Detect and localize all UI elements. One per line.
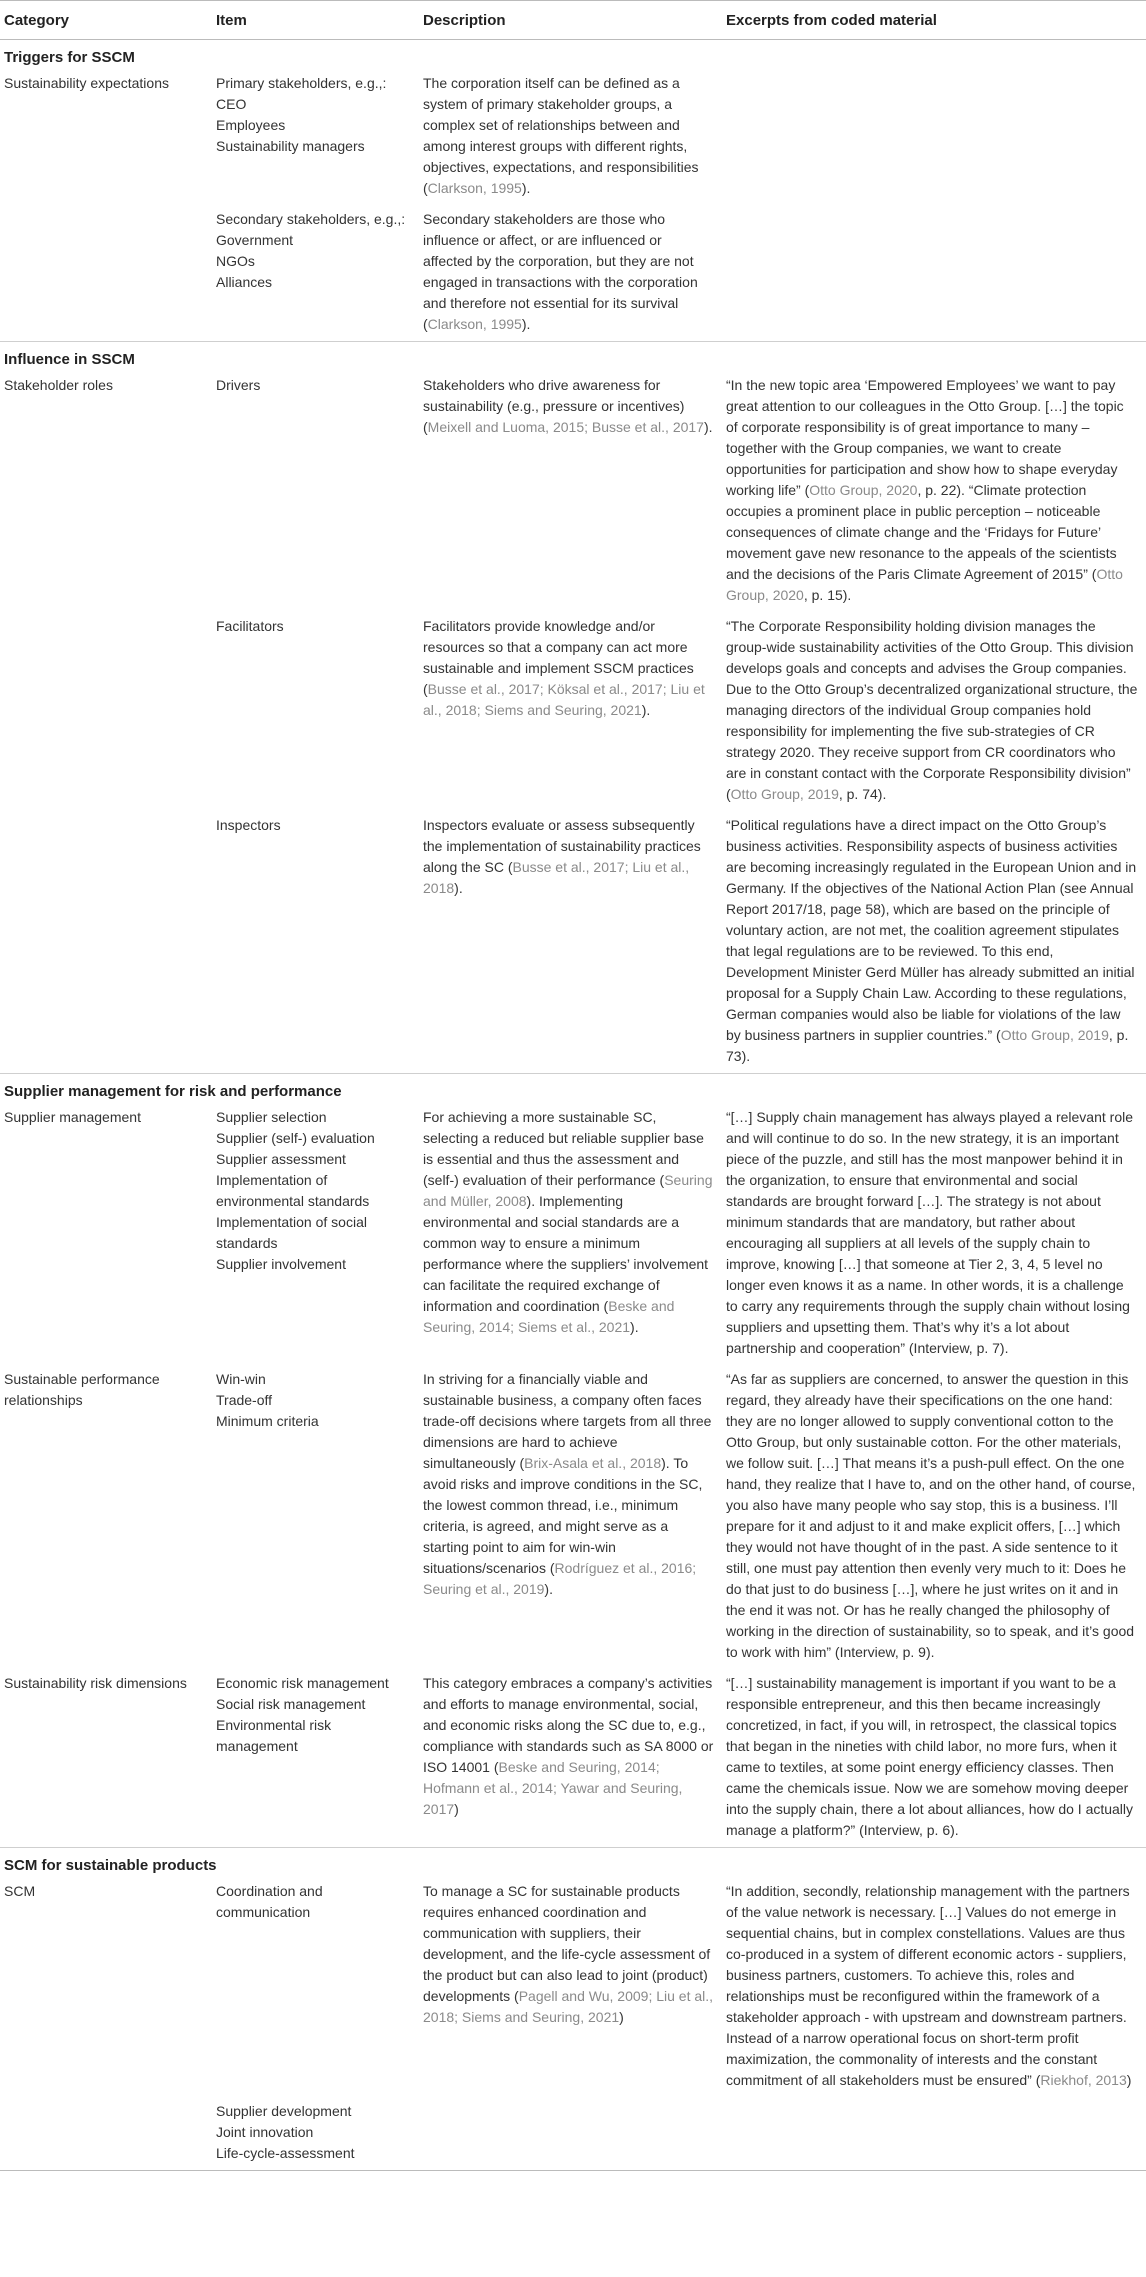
header-excerpts: Excerpts from coded material [722,1,1146,40]
item-line: Environmental risk management [216,1717,332,1754]
header-item: Item [212,1,419,40]
citation: Meixell and Luoma, 2015; Busse et al., 2017 [427,419,704,435]
header-description: Description [419,1,722,40]
cell-item [212,371,419,612]
citation: Seuring and Müller, 2008 [423,1172,713,1209]
section-title: Supplier management for risk and performance [0,1074,1146,1104]
cell-description [419,371,722,612]
cell-category: SCM [4,1883,36,1899]
item-line: Trade-off [216,1392,273,1408]
cell-excerpt [722,69,1146,205]
cell-item [212,205,419,342]
table-row [0,1365,1146,1669]
citation: Clarkson, 1995 [427,316,522,332]
text-run: “As far as suppliers are concerned, to answer the question in this regard, they already have their specifications on the one hand: they are no longer allowed to supply conventional cotton to the Otto Group, but only sustainable cotton. For the other materials, we follow suit. […] That means it’s a push-pull effect. On the one hand, they realize that I have to, and on the other hand, of course, you also have many people who say stop, this is a business. I’ll prepare for it and adjust to it and make explicit offers, […] which they would not have thought of in the past. A side sentence to it still, one must pay attention then evenly very much to it: Does he do that just to do business […], where he just writes on it and in the end it was not. Or has he really changed the philosophy of working in the direction of sustainability, so to speak, and it’s good to work with him” (Interview, p. 9). [726,1371,1136,1660]
section-header-row [0,1848,1146,1878]
text-run: In striving for a financially viable and sustainable business, a company often faces trade-off decisions where targets from all three dimensions are hard to achieve simultaneously ( [423,1371,712,1471]
item-line: Implementation of environmental standards [216,1172,370,1209]
cell-description [419,2097,722,2171]
citation: Clarkson, 1995 [427,180,522,196]
table-row [0,1103,1146,1365]
cell-item [212,1669,419,1848]
text-run: , p. 74). [838,786,887,802]
cell-category: Stakeholder roles [4,377,113,393]
citation: Beske and Seuring, 2014; Hofmann et al., 2014; Yawar and Seuring, 2017 [423,1759,683,1817]
citation: Riekhof, 2013 [1040,2072,1127,2088]
cell-description [419,811,722,1074]
text-run: For achieving a more sustainable SC, selecting a reduced but reliable supplier base is essential and thus the assessment and (self-) evaluation of their performance ( [423,1109,704,1188]
table-row [0,612,1146,811]
item-line: Secondary stakeholders, e.g.,: [216,211,406,227]
text-run: ). [641,702,651,718]
cell-excerpt [722,1877,1146,2097]
section-header-row [0,342,1146,372]
item-line: CEO [216,96,247,112]
text-run: ). [544,1581,553,1597]
text-run: ). [454,880,463,896]
header-category: Category [0,1,212,40]
cell-description [419,205,722,342]
cell-item [212,811,419,1074]
text-run: ) [454,1801,459,1817]
text-run: ). Implementing environmental and social standards are a common way to ensure a minimum performance where the suppliers’ involvement can facilitate the required exchange of information and coordination ( [423,1193,709,1314]
item-line: Primary stakeholders, e.g.,: [216,75,387,91]
cell-item [212,1877,419,2097]
citation: Otto Group, 2020 [726,566,1123,603]
item-line: Employees [216,117,286,133]
text-run: ) [1126,2072,1132,2088]
table-body [0,40,1146,2171]
section-title: SCM for sustainable products [0,1848,1146,1878]
cell-category: Sustainability risk dimensions [4,1675,187,1691]
table-row [0,2097,1146,2171]
cell-excerpt [722,1103,1146,1365]
item-line: Joint innovation [216,2124,314,2140]
citation: Brix-Asala et al., 2018 [524,1455,662,1471]
text-run: Stakeholders who drive awareness for sustainability (e.g., pressure or incentives) ( [423,377,685,435]
table-row [0,1877,1146,2097]
text-run: This category embraces a company’s activities and efforts to manage environmental, social, and economic risks along the SC due to, e.g., compliance with standards such as SA 8000 or ISO 14001 ( [423,1675,714,1775]
text-run: Inspectors evaluate or assess subsequently the implementation of sustainability practices along the SC ( [423,817,701,875]
item-line: Supplier selection [216,1109,327,1125]
item-line: Facilitators [216,618,284,634]
item-line: Government [216,232,294,248]
item-line: Coordination and communication [216,1883,323,1920]
citation: Busse et al., 2017; Köksal et al., 2017; Liu et al., 2018; Siems and Seuring, 2021 [423,681,705,718]
citation: Beske and Seuring, 2014; Siems et al., 2021 [423,1298,675,1335]
text-run: “In addition, secondly, relationship management with the partners of the value network is necessary. […] Values do not emerge in sequential chains, but in complex constellations. Values are thus co-produced in a system of different economic actors - suppliers, business partners, customers. To achieve this, roles and relationships must be reconfigured within the framework of a stakeholder approach - with upstream and downstream partners. Instead of a narrow operational focus on short-term profit maximization, the commonality of interests and the constant commitment of all stakeholders must be ensured” ( [726,1883,1130,2088]
table-row [0,1669,1146,1848]
text-run: , p. 22). “Climate protection occupies a prominent place in public perception – noticeable consequences of climate change and the ‘Fridays for Future’ movement gave new resonance to the appeals of the scientists and the decisions of the Paris Climate Agreement of 2015” ( [726,482,1117,582]
text-run: “In the new topic area ‘Empowered Employees’ we want to pay great attention to our colleagues in the Otto Group. […] the topic of corporate responsibility is of great importance to many – together with the Group companies, we want to create opportunities for participation and show how to shape everyday working life” ( [726,377,1124,498]
cell-description [419,1365,722,1669]
text-run: Secondary stakeholders are those who influence or affect, or are influenced or affected by the corporation, but they are not engaged in transactions with the corporation and therefore not essential for its survival ( [423,211,698,332]
text-run: “[…] sustainability management is important if you want to be a responsible entrepreneur, and this then became increasingly concretized, in fact, if you will, in retrospect, the classical topics that began in the nineties with child labor, no more furs, when it came to textiles, at some point energy efficiency classes. Then came the chemicals issue. Now we are somehow moving deeper into the supply chain, there a lot about alliances, how do I actually manage a platform?” (Interview, p. 6). [726,1675,1134,1838]
item-line: NGOs [216,253,255,269]
item-line: Minimum criteria [216,1413,319,1429]
citation: Otto Group, 2019 [1000,1027,1109,1043]
text-run: , p. 73). [726,1027,1129,1064]
cell-description [419,1877,722,2097]
cell-item [212,1103,419,1365]
cell-excerpt [722,371,1146,612]
item-line: Life-cycle-assessment [216,2145,355,2161]
item-line: Inspectors [216,817,281,833]
cell-description [419,69,722,205]
cell-item [212,1365,419,1669]
text-run: “Political regulations have a direct impact on the Otto Group’s business activities. Responsibility aspects of business activities are becoming increasingly regulated in the European Union and in Germany. If the objectives of the National Action Plan (see Annual Report 2017/18, page 58), which are based on the principle of voluntary action, are not met, the coalition agreement stipulates that legal regulations are to be reviewed. To this end, Development Minister Gerd Müller has already submitted an initial proposal for a Supply Chain Law. According to these regulations, German companies would also be liable for violations of the law by business partners in supplier countries.” ( [726,817,1137,1043]
cell-item [212,2097,419,2171]
cell-category [0,205,212,342]
text-run: ). [521,180,531,196]
cell-description [419,612,722,811]
text-run: ). To avoid risks and improve conditions in the SC, the lowest common thread, i.e., minimum criteria, is agreed, and might serve as a starting point to aim for win-win situations/scenarios ( [423,1455,703,1576]
table-row [0,371,1146,612]
section-header-row [0,1074,1146,1104]
cell-category: Sustainability expectations [4,75,169,91]
table-row [0,69,1146,205]
cell-category [0,2097,212,2171]
cell-excerpt [722,1365,1146,1669]
text-run: To manage a SC for sustainable products requires enhanced coordination and communication with suppliers, their development, and the life-cycle assessment of the product but can also lead to joint (product) developments ( [423,1883,711,2004]
cell-excerpt [722,811,1146,1074]
citation: Otto Group, 2020 [809,482,918,498]
text-run: ). [703,419,713,435]
cell-excerpt [722,205,1146,342]
item-line: Economic risk management [216,1675,389,1691]
text-run: “[…] Supply chain management has always played a relevant role and will continue to do so. In the new strategy, it is an important piece of the puzzle, and still has the most manpower behind it in the organization, to ensure that environmental and social standards are brought forward […]. The strategy is not about minimum standards that are mandatory, but rather about encouraging all suppliers at all levels of the supply chain to improve, knowing […] that someone at Tier 2, 3, 4, 5 level no longer even knows it as a name. In other words, it is a challenge to carry any requirements through the supply chain without losing suppliers and upsetting them. That’s why it’s a lot about partnership and cooperation” (Interview, p. 7). [726,1109,1133,1356]
section-title: Influence in SSCM [0,342,1146,372]
cell-category [0,612,212,811]
item-line: Alliances [216,274,273,290]
cell-excerpt [722,2097,1146,2171]
table-row [0,205,1146,342]
cell-excerpt [722,612,1146,811]
item-line: Sustainability managers [216,138,365,154]
section-title: Triggers for SSCM [4,49,135,66]
table-row [0,811,1146,1074]
text-run: ). [630,1319,639,1335]
cell-description [419,1103,722,1365]
cell-category: Sustainable performance relationships [4,1371,160,1408]
text-run: ). [521,316,531,332]
citation: Busse et al., 2017; Liu et al., 2018 [423,859,690,896]
cell-excerpt [722,1669,1146,1848]
text-run: Facilitators provide knowledge and/or resources so that a company can act more sustainable and implement SSCM practices ( [423,618,694,697]
item-line: Drivers [216,377,261,393]
item-line: Implementation of social standards [216,1214,367,1251]
item-line: Supplier (self-) evaluation [216,1130,375,1146]
text-run: The corporation itself can be defined as a system of primary stakeholder groups, a complex set of relationships between and among interest groups with different rights, objectives, expectations, and responsibilities ( [423,75,699,196]
citation: Otto Group, 2019 [730,786,839,802]
citation: Rodríguez et al., 2016; Seuring et al., 2019 [423,1560,697,1597]
item-line: Social risk management [216,1696,366,1712]
section-header-row [0,40,1146,70]
citation: Pagell and Wu, 2009; Liu et al., 2018; Siems and Seuring, 2021 [423,1988,714,2025]
cell-item [212,612,419,811]
text-run: “The Corporate Responsibility holding division manages the group-wide sustainability activities of the Otto Group. This division develops goals and concepts and advises the Group companies. Due to the Otto Group’s decentralized organizational structure, the managing directors of the individual Group companies hold responsibility for implementing the five sub-strategies of CR strategy 2020. They receive support from CR coordinators who are in constant contact with the Corporate Responsibility division” ( [726,618,1138,802]
item-line: Supplier development [216,2103,352,2119]
item-line: Supplier involvement [216,1256,346,1272]
text-run: ) [619,2009,624,2025]
item-line: Supplier assessment [216,1151,346,1167]
item-line: Win-win [216,1371,266,1387]
cell-category: Supplier management [4,1109,141,1125]
cell-category [0,811,212,1074]
text-run: , p. 15). [803,587,852,603]
cell-item [212,69,419,205]
cell-description [419,1669,722,1848]
table-header-row [0,1,1146,40]
